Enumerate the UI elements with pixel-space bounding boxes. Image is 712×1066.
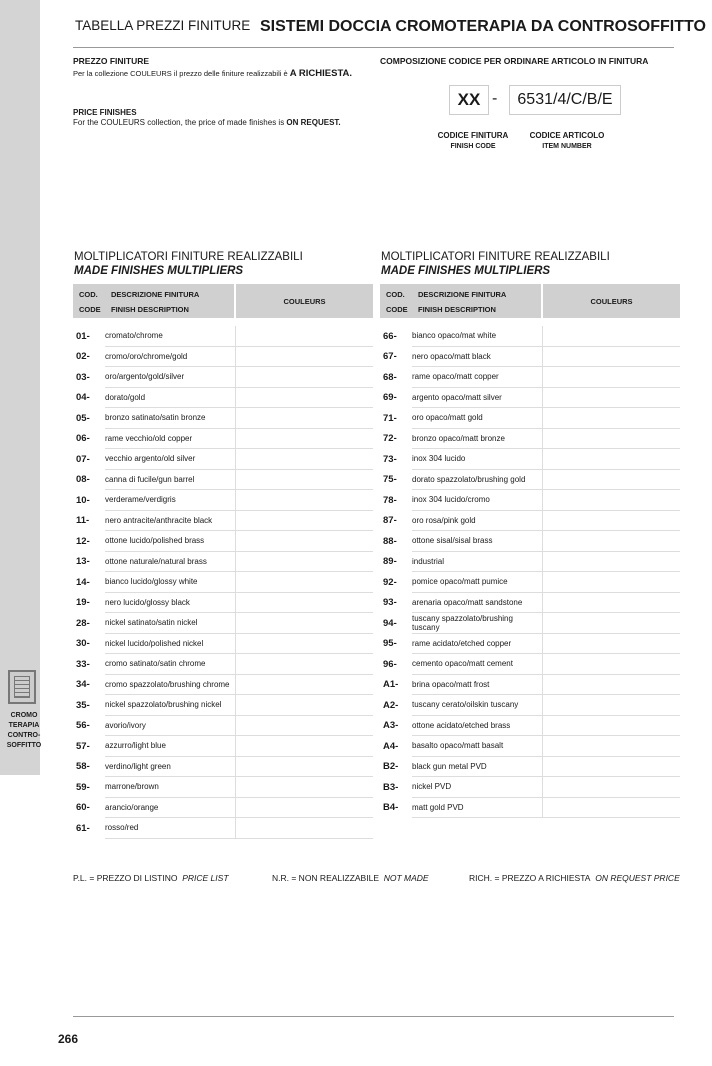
finish-description: argento opaco/matt silver bbox=[412, 388, 543, 409]
finish-description: brina opaco/matt frost bbox=[412, 675, 543, 696]
finish-code: 88- bbox=[383, 535, 397, 547]
col-couleurs: COULEURS bbox=[283, 296, 326, 306]
item-code-box: 6531/4/C/B/E bbox=[509, 85, 621, 115]
couleurs-cell bbox=[236, 326, 373, 347]
couleurs-cell bbox=[236, 736, 373, 757]
finish-description: cromo spazzolato/brushing chrome bbox=[105, 675, 236, 696]
finish-description: verdino/light green bbox=[105, 757, 236, 778]
col-desc bbox=[105, 284, 236, 318]
finish-description: verderame/verdigris bbox=[105, 490, 236, 511]
finish-description: ottone sisal/sisal brass bbox=[412, 531, 543, 552]
couleurs-cell bbox=[236, 449, 373, 470]
finish-code: 72- bbox=[383, 433, 397, 445]
table-row bbox=[380, 593, 680, 614]
h: CODE bbox=[79, 305, 101, 314]
couleurs-cell bbox=[543, 757, 680, 778]
price-text-en bbox=[73, 118, 341, 127]
finish-code: 01- bbox=[76, 330, 90, 342]
table-row bbox=[73, 634, 373, 655]
couleurs-cell bbox=[543, 470, 680, 491]
h: FINISH DESCRIPTION bbox=[418, 305, 496, 314]
table-row bbox=[73, 654, 373, 675]
finish-code: 94- bbox=[383, 617, 397, 629]
table-row bbox=[380, 654, 680, 675]
page-title: SISTEMI DOCCIA CROMOTERAPIA DA CONTROSOFFITTO bbox=[260, 18, 706, 35]
couleurs-cell bbox=[543, 798, 680, 819]
finish-code: A2- bbox=[383, 699, 399, 711]
couleurs-cell bbox=[236, 818, 373, 839]
finish-description: nickel lucido/polished nickel bbox=[105, 634, 236, 655]
finish-description: oro opaco/matt gold bbox=[412, 408, 543, 429]
table-row bbox=[380, 490, 680, 511]
couleurs-cell bbox=[543, 408, 680, 429]
finish-code: 07- bbox=[76, 453, 90, 465]
finish-code: 12- bbox=[76, 535, 90, 547]
finish-description: tuscany spazzolato/brushing tuscany bbox=[412, 613, 543, 634]
table-row bbox=[73, 511, 373, 532]
finish-code: 02- bbox=[76, 351, 90, 363]
finish-description: ottone lucido/polished brass bbox=[105, 531, 236, 552]
finish-code-label bbox=[428, 130, 518, 152]
h: CODE bbox=[386, 305, 408, 314]
t: P.L. = PREZZO DI LISTINO bbox=[73, 873, 178, 883]
table-row bbox=[380, 798, 680, 819]
page-number: 266 bbox=[58, 1032, 79, 1046]
section-en: MADE FINISHES MULTIPLIERS bbox=[381, 265, 551, 277]
table-header bbox=[380, 284, 680, 318]
item-number-label bbox=[522, 130, 612, 152]
finish-code: 28- bbox=[76, 617, 90, 629]
col-code bbox=[380, 284, 412, 318]
section-en: MADE FINISHES MULTIPLIERS bbox=[74, 265, 244, 277]
table-row bbox=[380, 613, 680, 634]
finish-code: 11- bbox=[76, 515, 90, 527]
table-body bbox=[380, 326, 680, 818]
finish-description: marrone/brown bbox=[105, 777, 236, 798]
couleurs-cell bbox=[236, 490, 373, 511]
table-row bbox=[73, 798, 373, 819]
finish-description: nickel PVD bbox=[412, 777, 543, 798]
table-row bbox=[380, 675, 680, 696]
finish-description: cromo/oro/chrome/gold bbox=[105, 347, 236, 368]
label-en: ITEM NUMBER bbox=[542, 143, 592, 150]
finish-description: black gun metal PVD bbox=[412, 757, 543, 778]
couleurs-cell bbox=[236, 388, 373, 409]
couleurs-cell bbox=[543, 552, 680, 573]
finish-description: matt gold PVD bbox=[412, 798, 543, 819]
finish-code: 61- bbox=[76, 822, 90, 834]
finish-code: 68- bbox=[383, 371, 397, 383]
finish-code: 89- bbox=[383, 556, 397, 568]
couleurs-cell bbox=[543, 347, 680, 368]
table-row bbox=[73, 347, 373, 368]
composition-title: COMPOSIZIONE CODICE PER ORDINARE ARTICOLO IN FINITURA bbox=[380, 56, 649, 66]
sidebar-line: CONTRO- bbox=[7, 732, 41, 739]
t: RICH. = PREZZO A RICHIESTA bbox=[469, 873, 591, 883]
couleurs-cell bbox=[543, 449, 680, 470]
finish-code: 56- bbox=[76, 720, 90, 732]
col-desc bbox=[412, 284, 543, 318]
t: N.R. = NON REALIZZABILE bbox=[272, 873, 379, 883]
section-it: MOLTIPLICATORI FINITURE REALIZZABILI bbox=[74, 251, 303, 263]
couleurs-cell bbox=[543, 572, 680, 593]
couleurs-cell bbox=[543, 490, 680, 511]
finish-description: arancio/orange bbox=[105, 798, 236, 819]
couleurs-cell bbox=[543, 695, 680, 716]
text: For the COULEURS collection, the price of made finishes is bbox=[73, 118, 287, 127]
finish-description: dorato/gold bbox=[105, 388, 236, 409]
cromotherapy-icon bbox=[8, 670, 36, 704]
finish-code: 58- bbox=[76, 761, 90, 773]
finish-description: basalto opaco/matt basalt bbox=[412, 736, 543, 757]
finish-code: 13- bbox=[76, 556, 90, 568]
table-row bbox=[380, 388, 680, 409]
col-code bbox=[73, 284, 105, 318]
couleurs-cell bbox=[236, 777, 373, 798]
table-row bbox=[73, 326, 373, 347]
finish-description: cemento opaco/matt cement bbox=[412, 654, 543, 675]
finish-code: 08- bbox=[76, 474, 90, 486]
couleurs-cell bbox=[543, 613, 680, 634]
table-row bbox=[380, 757, 680, 778]
table-row bbox=[73, 736, 373, 757]
finish-code: 69- bbox=[383, 392, 397, 404]
table-row bbox=[380, 347, 680, 368]
table-header bbox=[73, 284, 373, 318]
label-en: FINISH CODE bbox=[450, 143, 496, 150]
finish-code: 78- bbox=[383, 494, 397, 506]
finishes-table-left bbox=[73, 284, 373, 839]
label-it: CODICE ARTICOLO bbox=[529, 131, 605, 140]
finish-description: vecchio argento/old silver bbox=[105, 449, 236, 470]
finish-code: 95- bbox=[383, 638, 397, 650]
finish-code: 59- bbox=[76, 781, 90, 793]
finish-description: oro/argento/gold/silver bbox=[105, 367, 236, 388]
bold-text: ON REQUEST. bbox=[286, 118, 341, 127]
finish-description: nickel satinato/satin nickel bbox=[105, 613, 236, 634]
legend-rich bbox=[469, 873, 680, 883]
couleurs-cell bbox=[543, 716, 680, 737]
table-row bbox=[380, 634, 680, 655]
finish-description: ottone acidato/etched brass bbox=[412, 716, 543, 737]
table-row bbox=[380, 572, 680, 593]
couleurs-cell bbox=[236, 654, 373, 675]
section-it: MOLTIPLICATORI FINITURE REALIZZABILI bbox=[381, 251, 610, 263]
legend-pl bbox=[73, 873, 229, 883]
couleurs-cell bbox=[236, 675, 373, 696]
couleurs-cell bbox=[236, 798, 373, 819]
couleurs-cell bbox=[236, 572, 373, 593]
finish-code: B4- bbox=[383, 802, 399, 814]
table-row bbox=[380, 326, 680, 347]
finish-description: canna di fucile/gun barrel bbox=[105, 470, 236, 491]
couleurs-cell bbox=[543, 511, 680, 532]
couleurs-cell bbox=[543, 654, 680, 675]
finish-code: 92- bbox=[383, 576, 397, 588]
finish-description: nero opaco/matt black bbox=[412, 347, 543, 368]
table-row bbox=[73, 675, 373, 696]
couleurs-cell bbox=[543, 326, 680, 347]
label-it: CODICE FINITURA bbox=[437, 131, 509, 140]
finish-code: 96- bbox=[383, 658, 397, 670]
divider bbox=[73, 1016, 674, 1017]
finish-description: industrial bbox=[412, 552, 543, 573]
table-row bbox=[73, 490, 373, 511]
section-title-left bbox=[74, 250, 303, 278]
table-body bbox=[73, 326, 373, 839]
finish-code-box: XX bbox=[449, 85, 489, 115]
section-title-right bbox=[381, 250, 610, 278]
finish-code: 33- bbox=[76, 658, 90, 670]
table-row bbox=[73, 470, 373, 491]
table-row bbox=[73, 531, 373, 552]
col-couleurs: COULEURS bbox=[590, 296, 633, 306]
table-row bbox=[73, 449, 373, 470]
finish-code: 34- bbox=[76, 679, 90, 691]
couleurs-cell bbox=[543, 367, 680, 388]
finish-description: dorato spazzolato/brushing gold bbox=[412, 470, 543, 491]
table-row bbox=[380, 736, 680, 757]
finish-code: 05- bbox=[76, 412, 90, 424]
couleurs-cell bbox=[236, 552, 373, 573]
table-row bbox=[380, 777, 680, 798]
sidebar-line: CROMO bbox=[10, 712, 38, 719]
couleurs-cell bbox=[236, 367, 373, 388]
sidebar-tab bbox=[0, 0, 40, 775]
t: ON REQUEST PRICE bbox=[595, 873, 680, 883]
couleurs-cell bbox=[236, 757, 373, 778]
finish-description: bronzo satinato/satin bronze bbox=[105, 408, 236, 429]
finish-code: 67- bbox=[383, 351, 397, 363]
table-row bbox=[380, 408, 680, 429]
table-row bbox=[73, 429, 373, 450]
finish-code: 30- bbox=[76, 638, 90, 650]
finish-code: 93- bbox=[383, 597, 397, 609]
table-row bbox=[73, 388, 373, 409]
table-row bbox=[73, 593, 373, 614]
h: FINISH DESCRIPTION bbox=[111, 305, 189, 314]
table-row bbox=[73, 716, 373, 737]
finish-description: oro rosa/pink gold bbox=[412, 511, 543, 532]
table-row bbox=[73, 777, 373, 798]
finish-code: A1- bbox=[383, 679, 399, 691]
h: DESCRIZIONE FINITURA bbox=[418, 290, 507, 299]
finish-description: pomice opaco/matt pumice bbox=[412, 572, 543, 593]
table-row bbox=[73, 408, 373, 429]
table-row bbox=[380, 429, 680, 450]
finish-description: bronzo opaco/matt bronze bbox=[412, 429, 543, 450]
couleurs-cell bbox=[236, 470, 373, 491]
table-row bbox=[73, 818, 373, 839]
price-text-it bbox=[73, 68, 352, 79]
table-row bbox=[380, 531, 680, 552]
table-row bbox=[380, 470, 680, 491]
finish-description: cromo satinato/satin chrome bbox=[105, 654, 236, 675]
finish-code: 10- bbox=[76, 494, 90, 506]
finish-description: inox 304 lucido bbox=[412, 449, 543, 470]
divider bbox=[73, 47, 674, 48]
legend-nr bbox=[272, 873, 429, 883]
finish-description: nickel spazzolato/brushing nickel bbox=[105, 695, 236, 716]
couleurs-cell bbox=[236, 511, 373, 532]
h: COD. bbox=[79, 290, 98, 299]
header-left: TABELLA PREZZI FINITURE bbox=[75, 18, 251, 33]
finish-code: 60- bbox=[76, 802, 90, 814]
finish-code: 75- bbox=[383, 474, 397, 486]
finish-description: arenaria opaco/matt sandstone bbox=[412, 593, 543, 614]
table-row bbox=[73, 367, 373, 388]
finish-description: inox 304 lucido/cromo bbox=[412, 490, 543, 511]
couleurs-cell bbox=[543, 531, 680, 552]
finish-code: B3- bbox=[383, 781, 399, 793]
dash: - bbox=[492, 90, 498, 107]
couleurs-cell bbox=[543, 736, 680, 757]
finish-code: A3- bbox=[383, 720, 399, 732]
sidebar-line: TERAPIA bbox=[8, 722, 40, 729]
sidebar-label bbox=[2, 711, 46, 751]
couleurs-cell bbox=[236, 593, 373, 614]
table-row bbox=[380, 511, 680, 532]
t: NOT MADE bbox=[383, 873, 429, 883]
table-row bbox=[380, 695, 680, 716]
price-title-it: PREZZO FINITURE bbox=[73, 56, 150, 66]
couleurs-cell bbox=[236, 347, 373, 368]
couleurs-cell bbox=[236, 429, 373, 450]
couleurs-cell bbox=[543, 388, 680, 409]
table-row bbox=[73, 613, 373, 634]
finish-description: tuscany cerato/oilskin tuscany bbox=[412, 695, 543, 716]
finish-code: 04- bbox=[76, 392, 90, 404]
text: Per la collezione COULEURS il prezzo delle finiture realizzabili è bbox=[73, 69, 290, 78]
finishes-table-right bbox=[380, 284, 680, 818]
finish-description: azzurro/light blue bbox=[105, 736, 236, 757]
table-row bbox=[380, 716, 680, 737]
couleurs-cell bbox=[236, 531, 373, 552]
finish-description: bianco lucido/glossy white bbox=[105, 572, 236, 593]
finish-code: 73- bbox=[383, 453, 397, 465]
finish-description: avorio/ivory bbox=[105, 716, 236, 737]
finish-description: ottone naturale/natural brass bbox=[105, 552, 236, 573]
table-row bbox=[73, 552, 373, 573]
finish-code: B2- bbox=[383, 761, 399, 773]
table-row bbox=[73, 695, 373, 716]
finish-code: 06- bbox=[76, 433, 90, 445]
finish-description: rame acidato/etched copper bbox=[412, 634, 543, 655]
finish-description: rame vecchio/old copper bbox=[105, 429, 236, 450]
t: PRICE LIST bbox=[182, 873, 229, 883]
table-row bbox=[73, 572, 373, 593]
finish-description: rame opaco/matt copper bbox=[412, 367, 543, 388]
table-row bbox=[380, 367, 680, 388]
couleurs-cell bbox=[543, 593, 680, 614]
finish-code: 19- bbox=[76, 597, 90, 609]
couleurs-cell bbox=[543, 675, 680, 696]
finish-code: 03- bbox=[76, 371, 90, 383]
finish-code: 87- bbox=[383, 515, 397, 527]
couleurs-cell bbox=[236, 408, 373, 429]
table-row bbox=[73, 757, 373, 778]
couleurs-cell bbox=[236, 695, 373, 716]
couleurs-cell bbox=[543, 429, 680, 450]
finish-code: 14- bbox=[76, 576, 90, 588]
couleurs-cell bbox=[236, 634, 373, 655]
finish-description: bianco opaco/mat white bbox=[412, 326, 543, 347]
couleurs-cell bbox=[236, 716, 373, 737]
finish-description: cromato/chrome bbox=[105, 326, 236, 347]
couleurs-cell bbox=[543, 777, 680, 798]
finish-code: A4- bbox=[383, 740, 399, 752]
finish-description: nero lucido/glossy black bbox=[105, 593, 236, 614]
finish-description: nero antracite/anthracite black bbox=[105, 511, 236, 532]
sidebar-line: SOFFITTO bbox=[6, 742, 42, 749]
table-row bbox=[380, 552, 680, 573]
finish-code: 66- bbox=[383, 330, 397, 342]
finish-code: 57- bbox=[76, 740, 90, 752]
couleurs-cell bbox=[543, 634, 680, 655]
h: DESCRIZIONE FINITURA bbox=[111, 290, 200, 299]
bold-text: A RICHIESTA. bbox=[289, 68, 353, 79]
h: COD. bbox=[386, 290, 405, 299]
finish-code: 71- bbox=[383, 412, 397, 424]
table-row bbox=[380, 449, 680, 470]
finish-code: 35- bbox=[76, 699, 90, 711]
price-title-en: PRICE FINISHES bbox=[73, 108, 137, 117]
finish-description: rosso/red bbox=[105, 818, 236, 839]
couleurs-cell bbox=[236, 613, 373, 634]
